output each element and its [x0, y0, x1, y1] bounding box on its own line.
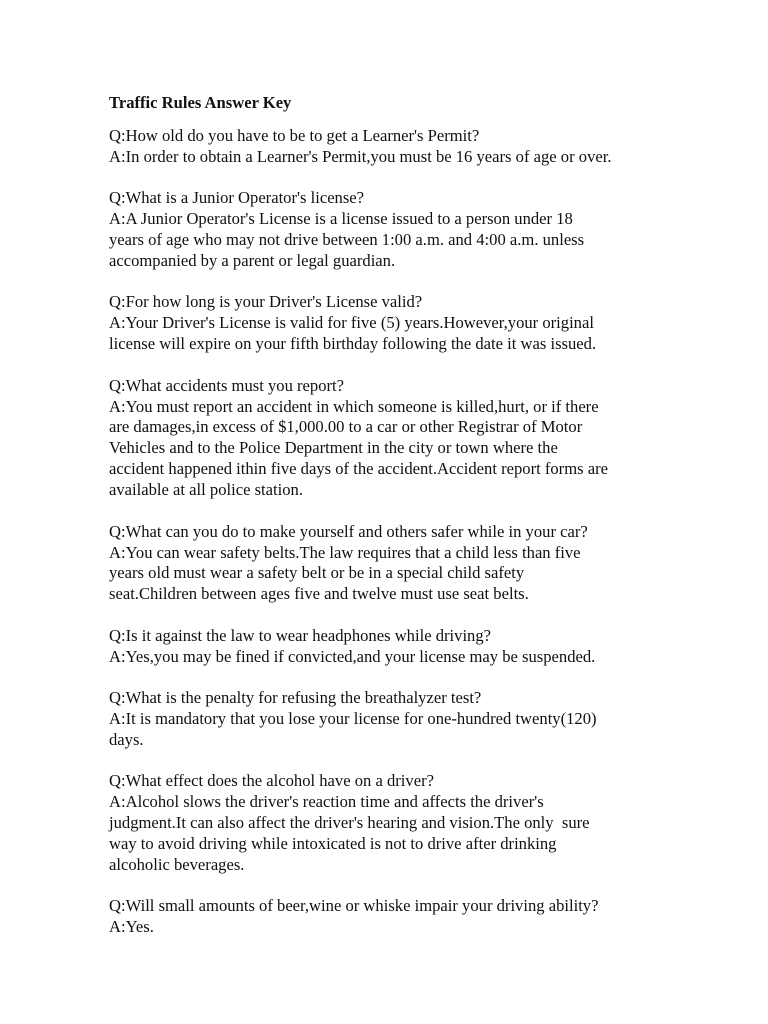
question-text: Q:What is a Junior Operator's license? [109, 188, 365, 208]
answer-line: A:You must report an accident in which someone is killed,hurt, or if there [109, 396, 599, 416]
qa-item [109, 688, 679, 751]
answer-line: A:Yes,you may be fined if convicted,and your license may be suspended. [109, 646, 596, 666]
answer-line: are damages,in excess of $1,000.00 to a car or other Registrar of Motor [109, 417, 583, 437]
qa-item [109, 292, 679, 355]
question-text: Q:For how long is your Driver's License valid? [109, 292, 423, 312]
answer-line: accompanied by a parent or legal guardian. [109, 251, 396, 271]
question-text: Q:Is it against the law to wear headphones while driving? [109, 625, 492, 645]
question-text: Q:What accidents must you report? [109, 375, 345, 395]
qa-item [109, 376, 679, 501]
answer-line: A:Yes. [109, 917, 154, 937]
answer-line: days. [109, 729, 144, 749]
question-text: Q:How old do you have to be to get a Learner's Permit? [109, 126, 480, 145]
answer-line: years old must wear a safety belt or be in a special child safety [109, 563, 525, 583]
question-text: Q:What can you do to make yourself and others safer while in your car? [109, 521, 588, 541]
answer-line: way to avoid driving while intoxicated is not to drive after drinking [109, 833, 557, 853]
qa-item [109, 126, 679, 168]
question-text: Q:Will small amounts of beer,wine or whiske impair your driving ability? [109, 896, 599, 916]
answer-line: A:A Junior Operator's License is a license issued to a person under 18 [109, 209, 573, 229]
answer-line: A:Alcohol slows the driver's reaction time and affects the driver's [109, 792, 544, 812]
answer-line: A:Your Driver's License is valid for five (5) years.However,your original [109, 313, 594, 333]
qa-item [109, 771, 679, 876]
qa-item [109, 188, 679, 272]
qa-item [109, 626, 679, 668]
answer-line: seat.Children between ages five and twelve must use seat belts. [109, 584, 529, 604]
answer-line: accident happened ithin five days of the accident.Accident report forms are [109, 459, 608, 479]
answer-line: A:In order to obtain a Learner's Permit,you must be 16 years of age or over. [109, 146, 612, 166]
answer-line: license will expire on your fifth birthday following the date it was issued. [109, 334, 597, 354]
answer-line: available at all police station. [109, 480, 303, 500]
document-page [109, 92, 679, 959]
answer-line: alcoholic beverages. [109, 854, 245, 874]
answer-line: Vehicles and to the Police Department in the city or town where the [109, 438, 558, 458]
document-title: Traffic Rules Answer Key [109, 93, 292, 112]
answer-line: A:You can wear safety belts.The law requires that a child less than five [109, 542, 581, 562]
answer-line: judgment.It can also affect the driver's hearing and vision.The only sure [109, 813, 590, 833]
question-text: Q:What is the penalty for refusing the breathalyzer test? [109, 688, 482, 708]
qa-item [109, 896, 679, 938]
qa-item [109, 522, 679, 606]
answer-line: A:It is mandatory that you lose your license for one-hundred twenty(120) [109, 708, 597, 728]
answer-line: years of age who may not drive between 1:00 a.m. and 4:00 a.m. unless [109, 230, 585, 250]
question-text: Q:What effect does the alcohol have on a driver? [109, 771, 434, 791]
